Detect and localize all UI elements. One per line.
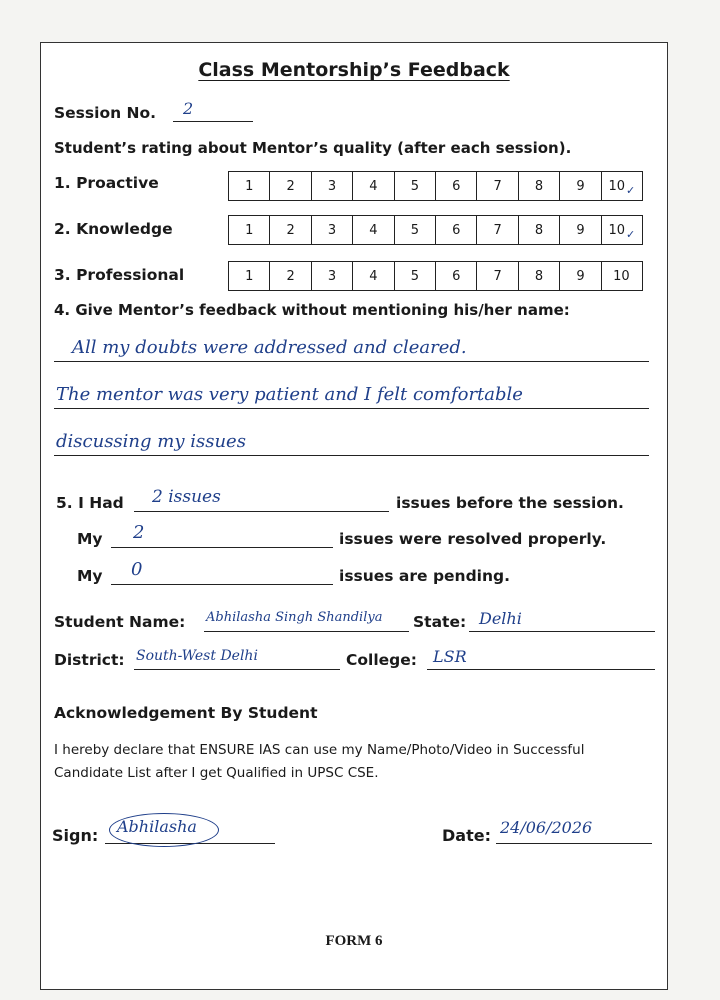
issues-pending-field[interactable] xyxy=(111,559,333,585)
college-field[interactable] xyxy=(427,649,655,670)
issues-had-label: 5. I Had xyxy=(56,494,124,512)
feedback-line-1[interactable] xyxy=(54,339,649,362)
district-label: District: xyxy=(54,651,125,669)
rating-option-1[interactable]: 1 xyxy=(229,216,270,244)
date-label: Date: xyxy=(442,826,491,845)
issues-pending-value: 0 xyxy=(131,559,143,580)
rating-option-9[interactable]: 9 xyxy=(560,262,601,290)
form-number: FORM 6 xyxy=(325,933,383,949)
issues-had-suffix: issues before the session. xyxy=(396,494,624,512)
rating-option-10[interactable]: 10 xyxy=(613,268,630,284)
student-name-field[interactable] xyxy=(204,611,409,632)
issues-had-value: 2 issues xyxy=(152,487,221,507)
issues-resolved-field[interactable] xyxy=(111,522,333,548)
declaration-text: I hereby declare that ENSURE IAS can use my Name/Photo/Video in Successful Candidate List after I get Qualified in UPSC CSE. xyxy=(54,742,585,781)
form-title: Class Mentorship’s Feedback xyxy=(198,59,510,81)
feedback-question: 4. Give Mentor’s feedback without mentioning his/her name: xyxy=(54,301,570,319)
rating-heading: Student’s rating about Mentor’s quality (after each session). xyxy=(54,139,572,157)
rating-option-8[interactable]: 8 xyxy=(519,216,560,244)
feedback-line-3[interactable] xyxy=(54,433,649,456)
feedback-form xyxy=(40,42,668,990)
rating-option-4[interactable]: 4 xyxy=(353,216,394,244)
state-field[interactable] xyxy=(469,611,655,632)
check-mark-icon: ✓ xyxy=(626,183,636,197)
rating-option-5[interactable]: 5 xyxy=(395,172,436,200)
session-field xyxy=(173,99,253,122)
rating-label: 2. Knowledge xyxy=(54,220,173,238)
rating-option-9[interactable]: 9 xyxy=(560,172,601,200)
date-field[interactable] xyxy=(496,818,652,844)
issues-pending-label: My xyxy=(77,567,103,585)
rating-option-2[interactable]: 2 xyxy=(270,216,311,244)
rating-option-10[interactable]: 10 ✓ xyxy=(608,178,636,197)
rating-label: 1. Proactive xyxy=(54,174,159,192)
date-value: 24/06/2026 xyxy=(500,818,593,837)
rating-label: 3. Professional xyxy=(54,266,185,284)
issues-pending-suffix: issues are pending. xyxy=(339,567,511,585)
student-name-label: Student Name: xyxy=(54,613,186,631)
rating-option-4[interactable]: 4 xyxy=(353,262,394,290)
district-field[interactable] xyxy=(134,649,340,670)
state-value: Delhi xyxy=(479,609,522,628)
acknowledgement-heading: Acknowledgement By Student xyxy=(54,704,318,722)
rating-option-5[interactable]: 5 xyxy=(395,216,436,244)
rating-row-knowledge xyxy=(41,214,669,254)
rating-scale xyxy=(228,171,643,201)
feedback-text: The mentor was very patient and I felt comfortable xyxy=(56,384,523,405)
issues-resolved-suffix: issues were resolved properly. xyxy=(339,530,607,548)
session-value: 2 xyxy=(183,99,194,118)
rating-option-10[interactable]: 10 ✓ xyxy=(608,222,636,241)
signature-field[interactable] xyxy=(105,817,275,844)
rating-option-6[interactable]: 6 xyxy=(436,172,477,200)
student-name-value: Abhilasha Singh Shandilya xyxy=(206,610,383,625)
rating-row-proactive xyxy=(41,168,669,208)
sign-label: Sign: xyxy=(52,826,99,845)
issues-resolved-label: My xyxy=(77,530,103,548)
rating-option-5[interactable]: 5 xyxy=(395,262,436,290)
rating-row-professional xyxy=(41,259,669,299)
rating-option-7[interactable]: 7 xyxy=(477,262,518,290)
rating-option-2[interactable]: 2 xyxy=(270,172,311,200)
issues-resolved-value: 2 xyxy=(133,522,145,543)
feedback-line-2[interactable] xyxy=(54,386,649,409)
rating-option-4[interactable]: 4 xyxy=(353,172,394,200)
rating-option-3[interactable]: 3 xyxy=(312,262,353,290)
rating-option-1[interactable]: 1 xyxy=(229,172,270,200)
college-value: LSR xyxy=(433,647,467,666)
rating-option-8[interactable]: 8 xyxy=(519,172,560,200)
rating-option-7[interactable]: 7 xyxy=(477,172,518,200)
rating-scale xyxy=(228,215,643,245)
signature-value: Abhilasha xyxy=(117,817,197,836)
issues-had-field[interactable] xyxy=(134,487,389,512)
rating-option-6[interactable]: 6 xyxy=(436,216,477,244)
feedback-text: discussing my issues xyxy=(56,431,246,452)
rating-option-6[interactable]: 6 xyxy=(436,262,477,290)
session-label: Session No. xyxy=(54,104,157,122)
state-label: State: xyxy=(413,613,467,631)
rating-option-1[interactable]: 1 xyxy=(229,262,270,290)
rating-option-8[interactable]: 8 xyxy=(519,262,560,290)
check-mark-icon: ✓ xyxy=(626,227,636,241)
rating-scale xyxy=(228,261,643,291)
college-label: College: xyxy=(346,651,417,669)
feedback-text: All my doubts were addressed and cleared. xyxy=(72,337,467,358)
rating-option-3[interactable]: 3 xyxy=(312,172,353,200)
rating-option-3[interactable]: 3 xyxy=(312,216,353,244)
district-value: South-West Delhi xyxy=(136,648,258,664)
rating-option-2[interactable]: 2 xyxy=(270,262,311,290)
rating-option-9[interactable]: 9 xyxy=(560,216,601,244)
rating-option-7[interactable]: 7 xyxy=(477,216,518,244)
